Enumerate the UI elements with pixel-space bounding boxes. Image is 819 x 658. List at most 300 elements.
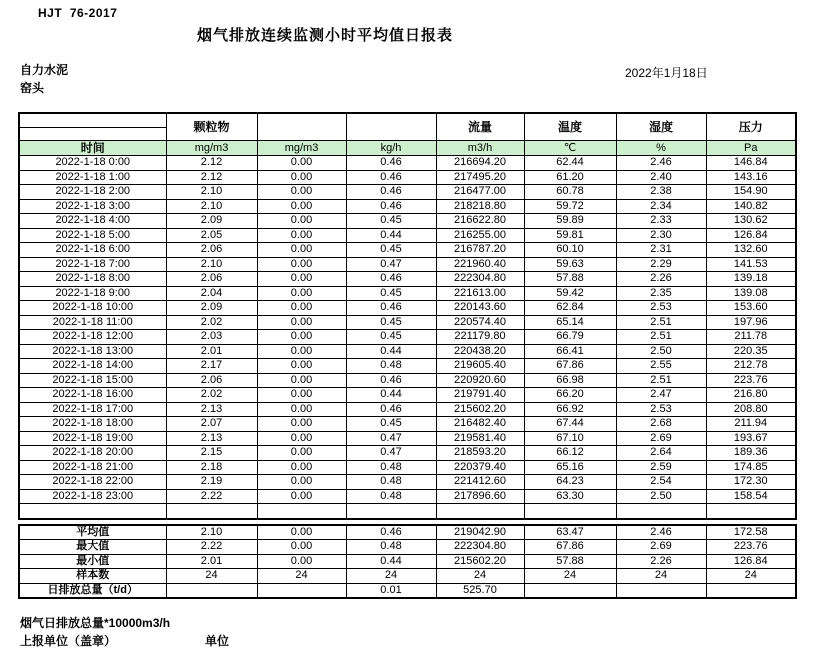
summary-table: [18, 524, 797, 600]
value-cell: 59.63: [524, 257, 616, 272]
hourly-data-row: [19, 156, 796, 171]
value-cell: 66.98: [524, 373, 616, 388]
value-cell: 217896.60: [436, 489, 524, 504]
header-blank-top-cell: [19, 113, 166, 127]
value-cell: 0.00: [257, 460, 346, 475]
value-cell: 0.45: [346, 243, 436, 258]
row-label-cell: 2022-1-18 20:00: [19, 446, 166, 461]
value-cell: 2.09: [166, 301, 257, 316]
spacer-row: [19, 504, 796, 519]
value-cell: 216694.20: [436, 156, 524, 171]
row-label-cell: 2022-1-18 17:00: [19, 402, 166, 417]
value-cell: 220920.60: [436, 373, 524, 388]
value-cell: 2.34: [616, 199, 706, 214]
unit-mg-m3-2: mg/m3: [257, 141, 346, 156]
report-date: 2022年1月18日: [625, 66, 708, 80]
hourly-data-table: [18, 112, 797, 520]
value-cell: 2.50: [616, 344, 706, 359]
value-cell: 172.30: [706, 475, 796, 490]
row-label-cell: 最大值: [19, 540, 166, 555]
value-cell: 2.26: [616, 554, 706, 569]
value-cell: 158.54: [706, 489, 796, 504]
value-cell: 0.00: [257, 554, 346, 569]
value-cell: 2.59: [616, 460, 706, 475]
row-label-cell: 2022-1-18 1:00: [19, 170, 166, 185]
row-label-cell: 2022-1-18 22:00: [19, 475, 166, 490]
column-header-temperature: 温度: [524, 113, 616, 141]
value-cell: 2.69: [616, 540, 706, 555]
value-cell: 216622.80: [436, 214, 524, 229]
value-cell: 0.00: [257, 272, 346, 287]
value-cell: 60.10: [524, 243, 616, 258]
value-cell: 66.20: [524, 388, 616, 403]
value-cell: 0.00: [257, 402, 346, 417]
hourly-data-row: [19, 475, 796, 490]
value-cell: 0.45: [346, 417, 436, 432]
value-cell: 2.03: [166, 330, 257, 345]
value-cell: 525.70: [436, 583, 524, 598]
value-cell: 172.58: [706, 525, 796, 540]
value-cell: [257, 504, 346, 519]
station-name: 窑头: [20, 81, 45, 95]
value-cell: 143.16: [706, 170, 796, 185]
value-cell: 65.16: [524, 460, 616, 475]
value-cell: 220574.40: [436, 315, 524, 330]
unit-pa: Pa: [706, 141, 796, 156]
value-cell: [706, 583, 796, 598]
value-cell: 63.47: [524, 525, 616, 540]
value-cell: 0.00: [257, 431, 346, 446]
value-cell: 2.46: [616, 525, 706, 540]
column-header-blank-2: [346, 113, 436, 141]
row-label-cell: 2022-1-18 5:00: [19, 228, 166, 243]
value-cell: 2.04: [166, 286, 257, 301]
value-cell: 2.35: [616, 286, 706, 301]
value-cell: 0.46: [346, 199, 436, 214]
value-cell: 220379.40: [436, 460, 524, 475]
value-cell: 0.48: [346, 460, 436, 475]
row-label-cell: 2022-1-18 4:00: [19, 214, 166, 229]
row-label-cell: 2022-1-18 15:00: [19, 373, 166, 388]
value-cell: 219581.40: [436, 431, 524, 446]
value-cell: 63.30: [524, 489, 616, 504]
value-cell: 2.50: [616, 489, 706, 504]
value-cell: 2.68: [616, 417, 706, 432]
value-cell: [166, 583, 257, 598]
value-cell: 2.05: [166, 228, 257, 243]
value-cell: 66.12: [524, 446, 616, 461]
value-cell: 64.23: [524, 475, 616, 490]
value-cell: 212.78: [706, 359, 796, 374]
value-cell: 0.00: [257, 315, 346, 330]
value-cell: 0.00: [257, 540, 346, 555]
value-cell: 2.01: [166, 554, 257, 569]
value-cell: 223.76: [706, 540, 796, 555]
unit-header-row: [19, 141, 796, 156]
value-cell: 0.00: [257, 228, 346, 243]
column-header-blank-1: [257, 113, 346, 141]
value-cell: 154.90: [706, 185, 796, 200]
value-cell: 2.13: [166, 402, 257, 417]
value-cell: 0.46: [346, 402, 436, 417]
value-cell: 2.29: [616, 257, 706, 272]
hourly-data-row: [19, 446, 796, 461]
value-cell: 0.00: [257, 199, 346, 214]
row-label-cell: 2022-1-18 16:00: [19, 388, 166, 403]
value-cell: 2.06: [166, 373, 257, 388]
value-cell: 2.22: [166, 489, 257, 504]
value-cell: 221179.80: [436, 330, 524, 345]
hourly-data-row: [19, 272, 796, 287]
row-label-cell: 2022-1-18 23:00: [19, 489, 166, 504]
hourly-data-row: [19, 243, 796, 258]
value-cell: 0.46: [346, 185, 436, 200]
value-cell: 2.06: [166, 243, 257, 258]
value-cell: 2.02: [166, 388, 257, 403]
value-cell: 0.00: [257, 446, 346, 461]
value-cell: 215602.20: [436, 554, 524, 569]
unit-mg-m3-1: mg/m3: [166, 141, 257, 156]
value-cell: 2.10: [166, 257, 257, 272]
value-cell: 221960.40: [436, 257, 524, 272]
value-cell: 2.46: [616, 156, 706, 171]
value-cell: 0.00: [257, 214, 346, 229]
row-label-cell: 2022-1-18 7:00: [19, 257, 166, 272]
value-cell: 216477.00: [436, 185, 524, 200]
value-cell: 2.53: [616, 402, 706, 417]
value-cell: 2.54: [616, 475, 706, 490]
column-header-particulate: 颗粒物: [166, 113, 257, 141]
value-cell: 0.00: [257, 344, 346, 359]
value-cell: 67.10: [524, 431, 616, 446]
value-cell: 0.44: [346, 388, 436, 403]
hourly-data-row: [19, 460, 796, 475]
value-cell: 216255.00: [436, 228, 524, 243]
value-cell: 60.78: [524, 185, 616, 200]
row-label-cell: 2022-1-18 14:00: [19, 359, 166, 374]
row-label-cell: 2022-1-18 2:00: [19, 185, 166, 200]
value-cell: 208.80: [706, 402, 796, 417]
value-cell: 130.62: [706, 214, 796, 229]
hourly-data-row: [19, 301, 796, 316]
hourly-data-row: [19, 214, 796, 229]
value-cell: 223.76: [706, 373, 796, 388]
value-cell: 0.00: [257, 257, 346, 272]
column-header-flow: 流量: [436, 113, 524, 141]
value-cell: 62.84: [524, 301, 616, 316]
value-cell: [166, 504, 257, 519]
value-cell: 2.10: [166, 185, 257, 200]
value-cell: 24: [346, 569, 436, 584]
hourly-data-row: [19, 489, 796, 504]
value-cell: 189.36: [706, 446, 796, 461]
hourly-data-row: [19, 373, 796, 388]
hourly-data-row: [19, 199, 796, 214]
value-cell: 140.82: [706, 199, 796, 214]
hourly-data-row: [19, 286, 796, 301]
value-cell: [257, 583, 346, 598]
row-label-cell: 最小值: [19, 554, 166, 569]
value-cell: 2.38: [616, 185, 706, 200]
summary-row: [19, 525, 796, 540]
value-cell: 2.22: [166, 540, 257, 555]
value-cell: 216787.20: [436, 243, 524, 258]
value-cell: 141.53: [706, 257, 796, 272]
value-cell: 0.45: [346, 315, 436, 330]
header-blank-bottom-cell: [19, 127, 166, 141]
unit-m3-h: m3/h: [436, 141, 524, 156]
value-cell: 0.00: [257, 373, 346, 388]
value-cell: 0.45: [346, 286, 436, 301]
value-cell: 0.46: [346, 170, 436, 185]
row-label-cell: 2022-1-18 10:00: [19, 301, 166, 316]
group-header-row: [19, 113, 796, 127]
value-cell: 2.53: [616, 301, 706, 316]
value-cell: 0.48: [346, 359, 436, 374]
value-cell: [524, 504, 616, 519]
value-cell: 57.88: [524, 554, 616, 569]
value-cell: 126.84: [706, 228, 796, 243]
value-cell: 0.45: [346, 330, 436, 345]
summary-row: [19, 583, 796, 598]
value-cell: 0.46: [346, 272, 436, 287]
value-cell: 2.69: [616, 431, 706, 446]
value-cell: 139.08: [706, 286, 796, 301]
value-cell: 2.51: [616, 373, 706, 388]
hourly-data-row: [19, 417, 796, 432]
value-cell: 2.51: [616, 330, 706, 345]
value-cell: 0.00: [257, 359, 346, 374]
value-cell: 2.12: [166, 156, 257, 171]
value-cell: 221613.00: [436, 286, 524, 301]
value-cell: 218593.20: [436, 446, 524, 461]
value-cell: 66.92: [524, 402, 616, 417]
unit-label: 单位: [205, 634, 230, 648]
value-cell: 0.48: [346, 475, 436, 490]
value-cell: 2.30: [616, 228, 706, 243]
value-cell: 67.44: [524, 417, 616, 432]
row-label-cell: 2022-1-18 12:00: [19, 330, 166, 345]
value-cell: 2.15: [166, 446, 257, 461]
value-cell: 0.44: [346, 344, 436, 359]
row-label-cell: 2022-1-18 13:00: [19, 344, 166, 359]
hourly-data-row: [19, 170, 796, 185]
value-cell: 2.47: [616, 388, 706, 403]
unit-kg-h: kg/h: [346, 141, 436, 156]
hourly-data-row: [19, 257, 796, 272]
value-cell: 153.60: [706, 301, 796, 316]
row-label-cell: 2022-1-18 6:00: [19, 243, 166, 258]
value-cell: 222304.80: [436, 272, 524, 287]
value-cell: 211.94: [706, 417, 796, 432]
value-cell: 0.00: [257, 243, 346, 258]
value-cell: 2.06: [166, 272, 257, 287]
value-cell: 61.20: [524, 170, 616, 185]
value-cell: 0.00: [257, 475, 346, 490]
value-cell: 67.86: [524, 540, 616, 555]
value-cell: 2.02: [166, 315, 257, 330]
value-cell: 24: [524, 569, 616, 584]
value-cell: 0.46: [346, 301, 436, 316]
value-cell: 220143.60: [436, 301, 524, 316]
value-cell: 218218.80: [436, 199, 524, 214]
value-cell: 217495.20: [436, 170, 524, 185]
report-table-area: [18, 112, 797, 599]
value-cell: 0.46: [346, 525, 436, 540]
value-cell: 2.64: [616, 446, 706, 461]
value-cell: 0.44: [346, 554, 436, 569]
value-cell: 59.72: [524, 199, 616, 214]
value-cell: 24: [257, 569, 346, 584]
hourly-data-row: [19, 185, 796, 200]
value-cell: 0.00: [257, 185, 346, 200]
value-cell: 0.44: [346, 228, 436, 243]
value-cell: 59.89: [524, 214, 616, 229]
hourly-data-row: [19, 402, 796, 417]
summary-row: [19, 569, 796, 584]
value-cell: 2.55: [616, 359, 706, 374]
hourly-data-row: [19, 431, 796, 446]
hourly-data-row: [19, 388, 796, 403]
value-cell: 0.46: [346, 373, 436, 388]
value-cell: 59.81: [524, 228, 616, 243]
value-cell: 174.85: [706, 460, 796, 475]
hourly-data-row: [19, 359, 796, 374]
page-title: 烟气排放连续监测小时平均值日报表: [196, 27, 453, 44]
value-cell: 0.45: [346, 214, 436, 229]
row-label-cell: 2022-1-18 8:00: [19, 272, 166, 287]
value-cell: 0.47: [346, 446, 436, 461]
value-cell: 2.33: [616, 214, 706, 229]
value-cell: 0.00: [257, 417, 346, 432]
value-cell: 2.26: [616, 272, 706, 287]
hourly-data-row: [19, 344, 796, 359]
value-cell: 0.01: [346, 583, 436, 598]
value-cell: 59.42: [524, 286, 616, 301]
value-cell: 0.48: [346, 489, 436, 504]
doc-standard-code: HJT 76-2017: [38, 6, 118, 20]
value-cell: 2.07: [166, 417, 257, 432]
row-label-cell: 2022-1-18 9:00: [19, 286, 166, 301]
value-cell: [436, 504, 524, 519]
time-column-header: 时间: [19, 141, 166, 156]
value-cell: 0.00: [257, 301, 346, 316]
row-label-cell: [19, 504, 166, 519]
value-cell: 211.78: [706, 330, 796, 345]
value-cell: 66.41: [524, 344, 616, 359]
summary-row: [19, 540, 796, 555]
value-cell: 2.13: [166, 431, 257, 446]
value-cell: [616, 583, 706, 598]
company-name: 自力水泥: [20, 63, 69, 77]
value-cell: 197.96: [706, 315, 796, 330]
row-label-cell: 平均值: [19, 525, 166, 540]
flow-total-note: 烟气日排放总量*10000m3/h: [20, 616, 171, 630]
value-cell: 216482.40: [436, 417, 524, 432]
value-cell: 0.00: [257, 388, 346, 403]
value-cell: 215602.20: [436, 402, 524, 417]
unit-celsius: ℃: [524, 141, 616, 156]
value-cell: 2.18: [166, 460, 257, 475]
value-cell: 24: [616, 569, 706, 584]
value-cell: 132.60: [706, 243, 796, 258]
row-label-cell: 日排放总量（t/d）: [19, 583, 166, 598]
value-cell: 2.01: [166, 344, 257, 359]
value-cell: 219605.40: [436, 359, 524, 374]
value-cell: 24: [436, 569, 524, 584]
row-label-cell: 2022-1-18 0:00: [19, 156, 166, 171]
reporting-unit-label: 上报单位（盖章）: [20, 634, 117, 648]
value-cell: 65.14: [524, 315, 616, 330]
value-cell: 0.46: [346, 156, 436, 171]
row-label-cell: 2022-1-18 11:00: [19, 315, 166, 330]
unit-percent: %: [616, 141, 706, 156]
hourly-data-row: [19, 330, 796, 345]
row-label-cell: 2022-1-18 3:00: [19, 199, 166, 214]
row-label-cell: 2022-1-18 21:00: [19, 460, 166, 475]
hourly-rows-body: [19, 156, 796, 519]
value-cell: 67.86: [524, 359, 616, 374]
value-cell: 0.00: [257, 525, 346, 540]
value-cell: 220438.20: [436, 344, 524, 359]
value-cell: [706, 504, 796, 519]
value-cell: 219791.40: [436, 388, 524, 403]
value-cell: 146.84: [706, 156, 796, 171]
row-label-cell: 2022-1-18 18:00: [19, 417, 166, 432]
value-cell: 24: [166, 569, 257, 584]
value-cell: 221412.60: [436, 475, 524, 490]
value-cell: 66.79: [524, 330, 616, 345]
value-cell: 220.35: [706, 344, 796, 359]
value-cell: 216.80: [706, 388, 796, 403]
value-cell: [524, 583, 616, 598]
value-cell: 2.10: [166, 199, 257, 214]
value-cell: 24: [706, 569, 796, 584]
value-cell: 2.10: [166, 525, 257, 540]
value-cell: 2.12: [166, 170, 257, 185]
summary-row: [19, 554, 796, 569]
value-cell: 2.31: [616, 243, 706, 258]
summary-rows-body: [19, 525, 796, 599]
value-cell: 0.00: [257, 489, 346, 504]
hourly-data-row: [19, 228, 796, 243]
value-cell: 2.51: [616, 315, 706, 330]
column-header-humidity: 湿度: [616, 113, 706, 141]
value-cell: 0.00: [257, 156, 346, 171]
column-header-pressure: 压力: [706, 113, 796, 141]
value-cell: 2.40: [616, 170, 706, 185]
hourly-data-row: [19, 315, 796, 330]
row-label-cell: 2022-1-18 19:00: [19, 431, 166, 446]
value-cell: 2.17: [166, 359, 257, 374]
value-cell: 219042.90: [436, 525, 524, 540]
value-cell: 62.44: [524, 156, 616, 171]
value-cell: 126.84: [706, 554, 796, 569]
value-cell: 2.19: [166, 475, 257, 490]
value-cell: 193.67: [706, 431, 796, 446]
row-label-cell: 样本数: [19, 569, 166, 584]
value-cell: 57.88: [524, 272, 616, 287]
value-cell: 2.09: [166, 214, 257, 229]
value-cell: [346, 504, 436, 519]
value-cell: 0.47: [346, 431, 436, 446]
value-cell: [616, 504, 706, 519]
value-cell: 0.00: [257, 170, 346, 185]
value-cell: 0.00: [257, 330, 346, 345]
value-cell: 222304.80: [436, 540, 524, 555]
value-cell: 139.18: [706, 272, 796, 287]
value-cell: 0.48: [346, 540, 436, 555]
